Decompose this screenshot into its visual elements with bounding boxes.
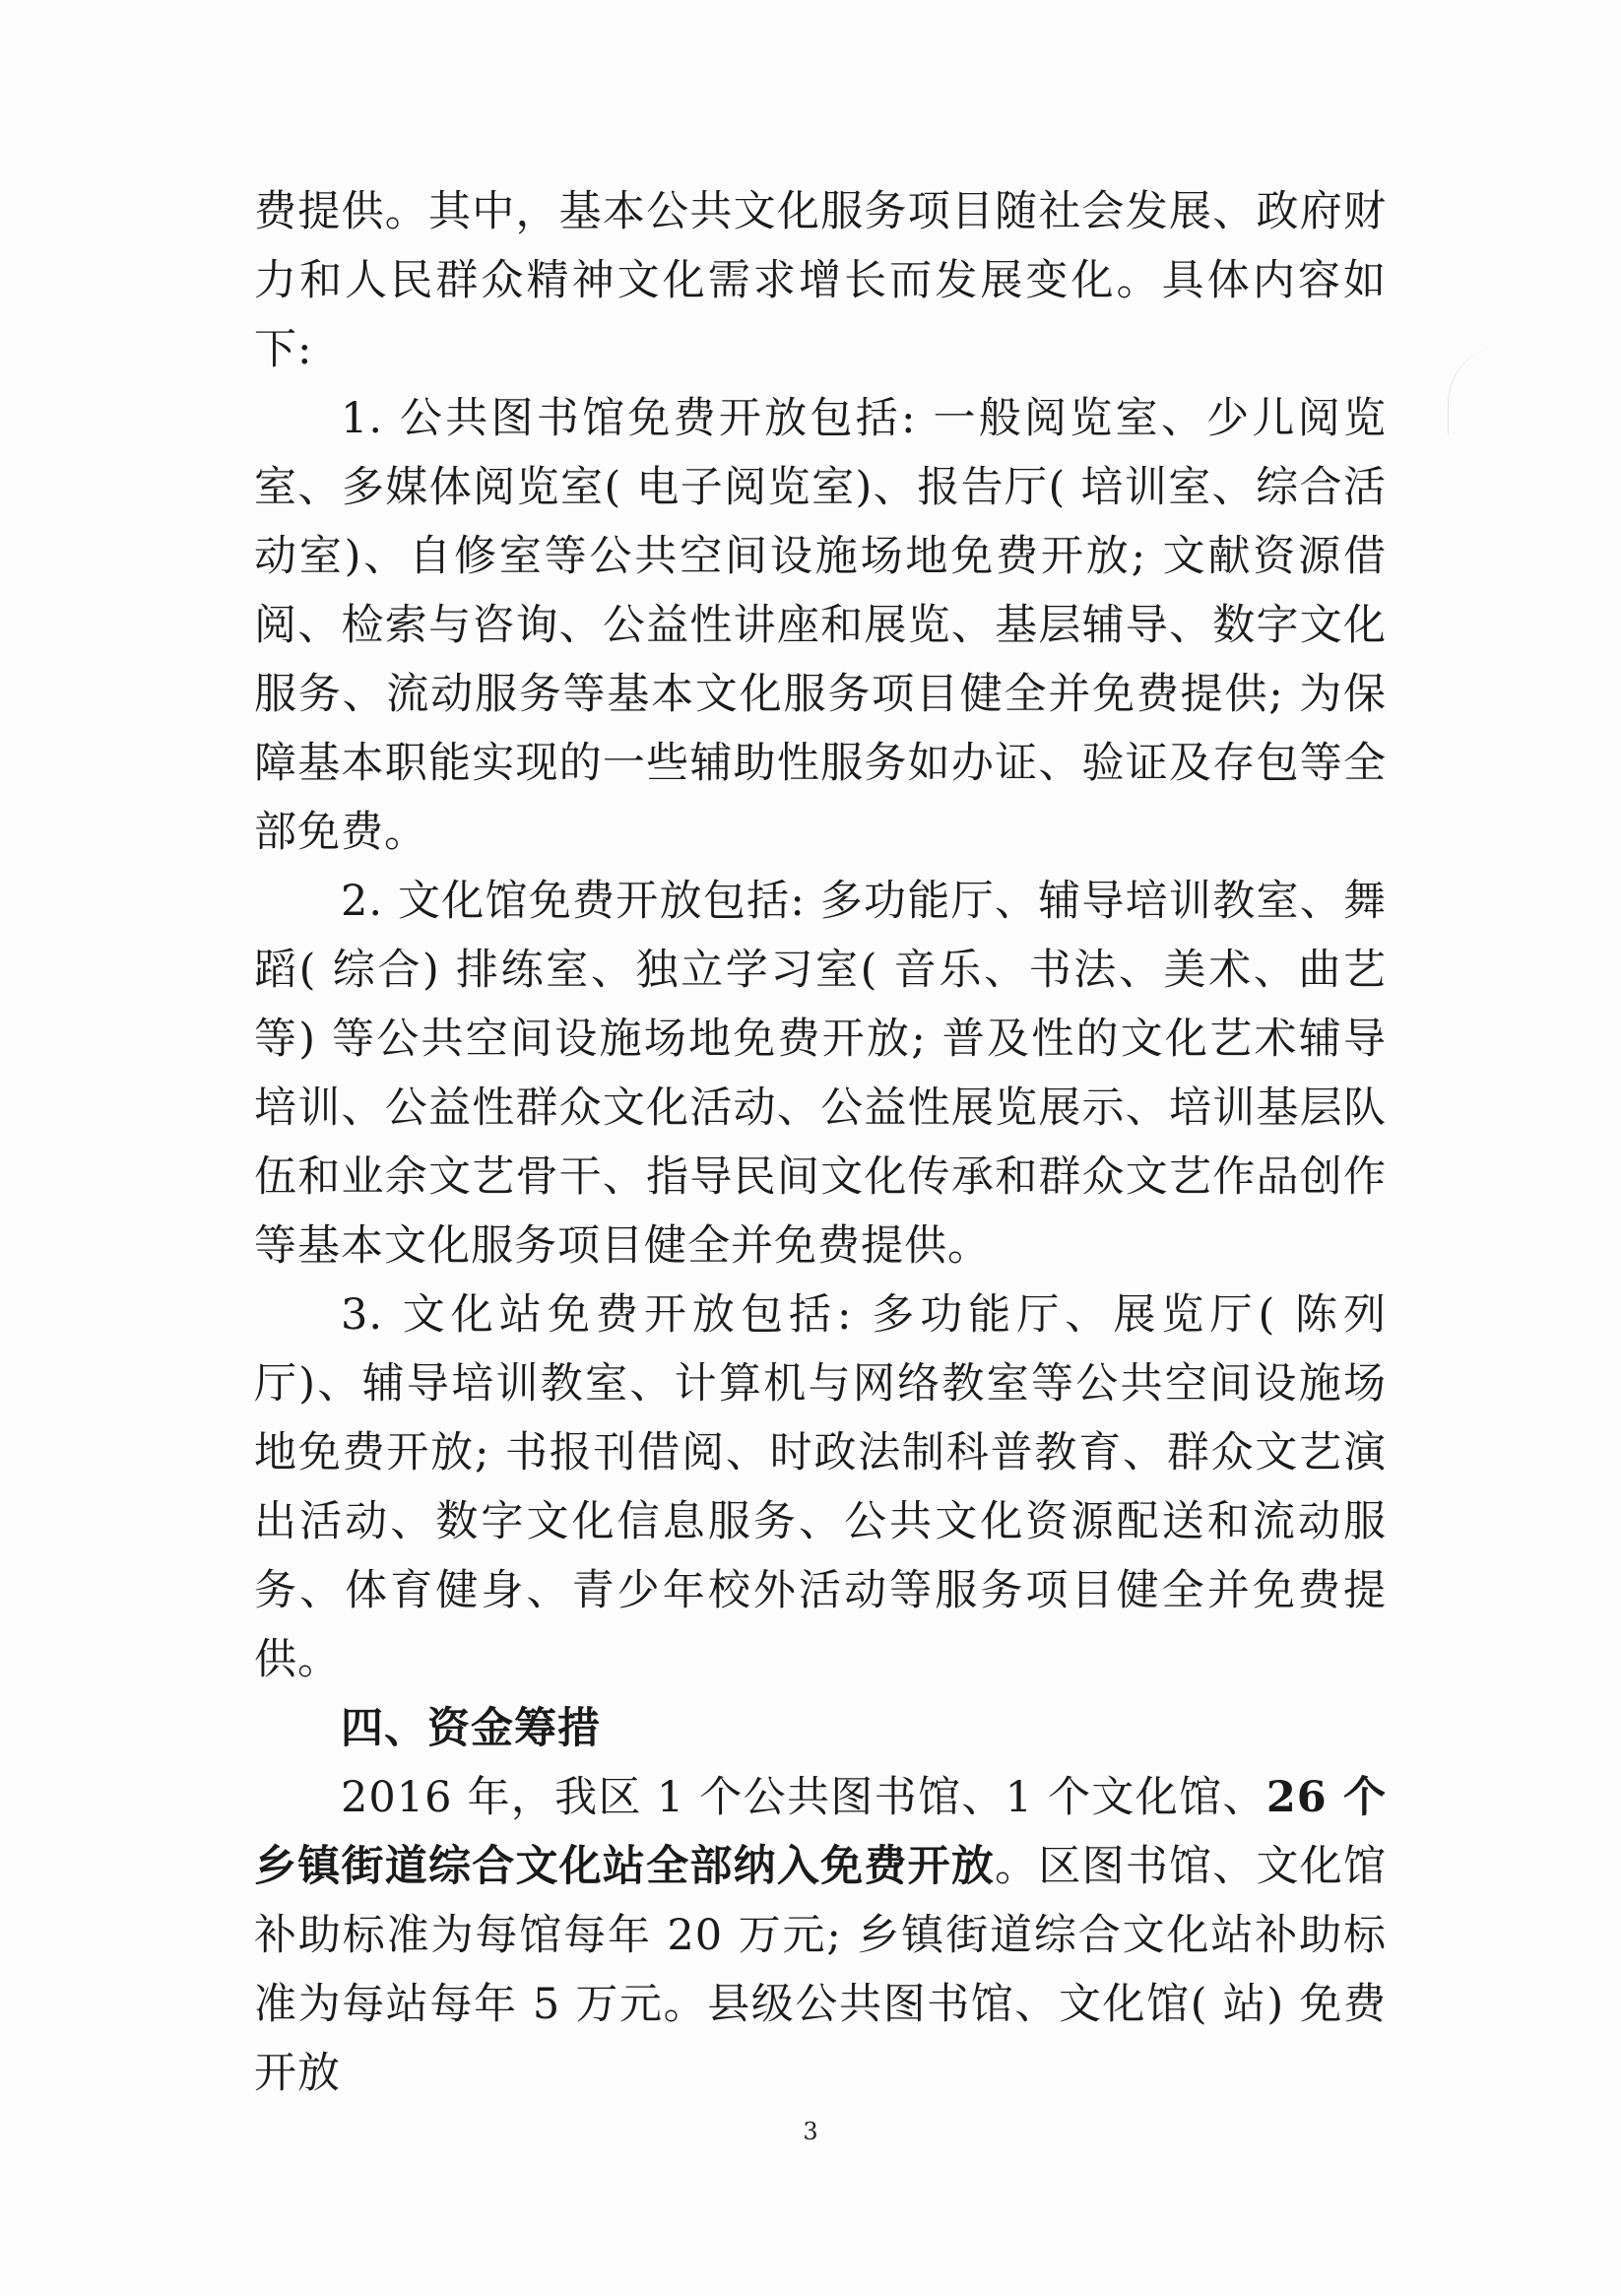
paragraph-cultural-center: 2. 文化馆免费开放包括: 多功能厅、辅导培训教室、舞蹈( 综合) 排练室、独立学习室( 音乐、书法、美术、曲艺等) 等公共空间设施场地免费开放; 普及性的文化艺术辅导培训、公益性群众文化活动、公益性展览展示、培训基层队伍和业余文艺骨干、指导民间文化传承和群众文艺作品创作等基本文化服务项目健全并免费提供。 (254, 877, 1387, 1271)
funding-text-rest: 。区图书馆、文化馆补助标准为每馆每年 20 万元; 乡镇街道综合文化站补助标准为每站每年 5 万元。县级公共图书馆、文化馆( 站) 免费开放 (254, 1842, 1388, 2098)
funding-text-start: 2016 年，我区 1 个公共图书馆、1 个文化馆、 (341, 1773, 1266, 1822)
page-number: 3 (803, 2118, 818, 2145)
paragraph-funding (254, 1763, 1387, 2108)
funding-text-bold: 26 个乡镇街道综合文化站全部纳入免费开放 (254, 1773, 1388, 1891)
paragraph-cultural-station: 3. 文化站免费开放包括: 多功能厅、展览厅( 陈列厅)、辅导培训教室、计算机与网络教室等公共空间设施场地免费开放; 书报刊借阅、时政法制科普教育、群众文艺演出活动、数字文化信息服务、公共文化资源配送和流动服务、体育健身、青少年校外活动等服务项目健全并免费提供。 (254, 1290, 1387, 1684)
paragraph-library: 1. 公共图书馆免费开放包括: 一般阅览室、少儿阅览室、多媒体阅览室( 电子阅览室)、报告厅( 培训室、综合活动室)、自修室等公共空间设施场地免费开放; 文献资源借阅、检索与咨询、公益性讲座和展览、基层辅导、数字文化服务、流动服务等基本文化服务项目健全并免费提供; 为保障基本职能实现的一些辅助性服务如办证、验证及存包等全部免费。 (254, 394, 1387, 857)
paragraph-continuation: 费提供。其中，基本公共文化服务项目随社会发展、政府财力和人民群众精神文化需求增长而发展变化。具体内容如下: (254, 187, 1387, 374)
scan-artifact (1448, 345, 1587, 433)
section-heading-funding: 四、资金筹措 (341, 1704, 601, 1753)
body-text (254, 177, 1387, 2108)
